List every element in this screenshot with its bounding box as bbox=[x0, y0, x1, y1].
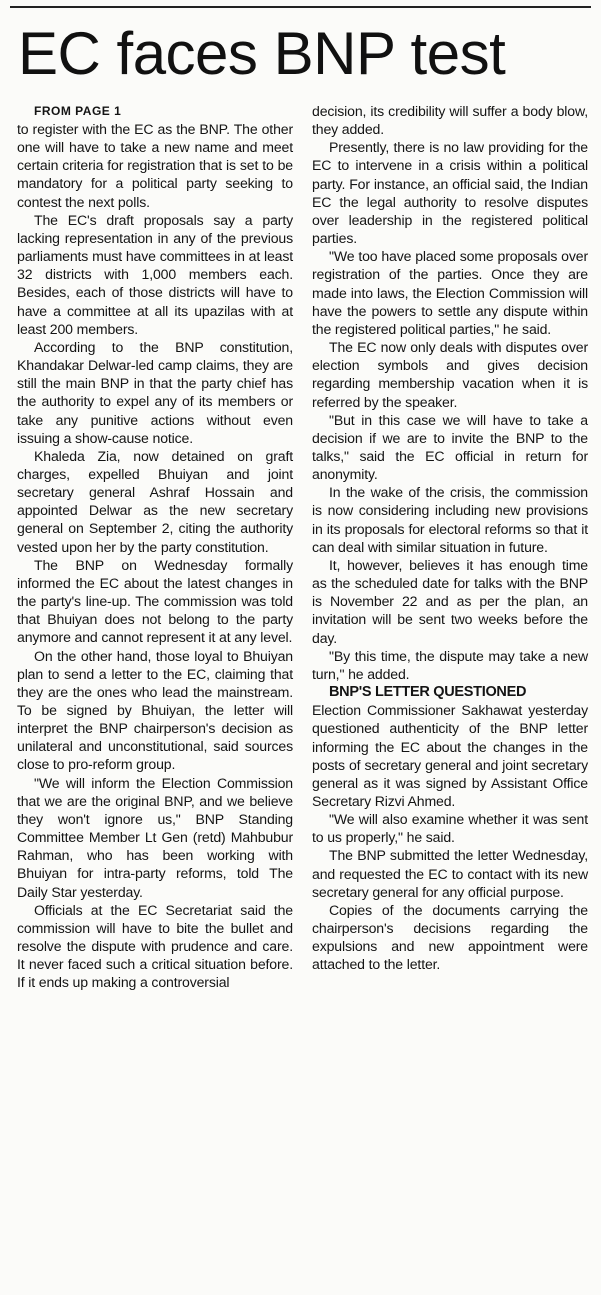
paragraph: Election Commissioner Sakhawat yesterday questioned authenticity of the BNP letter informing the EC about the changes in the posts of secretary general and joint secretary general as it was signed by Assistant Office Secretary Rizvi Ahmed. bbox=[312, 702, 588, 809]
paragraph: decision, its credibility will suffer a body blow, they added. bbox=[312, 103, 588, 138]
paragraph: The BNP on Wednesday formally informed the EC about the latest changes in the party's line-up. The commission was told that Bhuiyan does not belong to the party anymore and cannot represent it at any level. bbox=[17, 556, 293, 646]
right-column bbox=[312, 102, 588, 974]
paragraph: "We too have placed some proposals over registration of the parties. Once they are made into laws, the Election Commission will have the powers to settle any dispute within the registered political parties," he said. bbox=[312, 248, 588, 337]
paragraph: In the wake of the crisis, the commission is now considering including new provisions in its proposals for electoral reforms so that it can deal with similar situation in future. bbox=[312, 484, 588, 555]
top-rule bbox=[10, 6, 591, 8]
paragraph: On the other hand, those loyal to Bhuiyan plan to send a letter to the EC, claiming that they are the ones who lead the mainstream. To be signed by Bhuiyan, the letter will interpret the BNP chairperson's decision as unilateral and unconstitutional, said sources close to pro-reform group. bbox=[17, 647, 293, 773]
paragraph: to register with the EC as the BNP. The other one will have to take a new name and meet certain criteria for registration that is set to be mandatory for a political party seeking to contest the next polls. bbox=[17, 121, 293, 210]
paragraph: It, however, believes it has enough time as the scheduled date for talks with the BNP is November 22 and as per the plan, an invitation will be sent two weeks before the day. bbox=[312, 556, 588, 646]
paragraph: The BNP submitted the letter Wednesday, and requested the EC to contact with its new secretary general for any official purpose. bbox=[312, 847, 588, 900]
subhead: BNP'S LETTER QUESTIONED bbox=[329, 684, 527, 700]
paragraph: "We will also examine whether it was sent to us properly," he said. bbox=[312, 811, 588, 846]
headline: EC faces BNP test bbox=[18, 20, 506, 87]
paragraph: The EC's draft proposals say a party lacking representation in any of the previous parliaments must have committees in at least 32 districts with 1,000 members each. Besides, each of those districts will have to have a committee at all its upazilas with at least 200 members. bbox=[17, 211, 293, 337]
paragraph: Khaleda Zia, now detained on graft charges, expelled Bhuiyan and joint secretary general Ashraf Hossain and appointed Delwar as the new secretary general on September 2, citing the authority vested upon her by the party constitution. bbox=[17, 447, 293, 555]
left-column bbox=[17, 102, 293, 992]
paragraph: The EC now only deals with disputes over election symbols and gives decision regarding membership vacation when it is referred by the speaker. bbox=[312, 339, 588, 410]
jump-label: FROM PAGE 1 bbox=[34, 104, 122, 118]
paragraph: Officials at the EC Secretariat said the commission will have to bite the bullet and resolve the dispute with prudence and care. It never faced such a critical situation before. If it ends up making a controversial bbox=[17, 901, 293, 991]
paragraph: "But in this case we will have to take a decision if we are to invite the BNP to the talks," said the EC official in return for anonymity. bbox=[312, 411, 588, 483]
paragraph: Presently, there is no law providing for the EC to intervene in a crisis within a political party. For instance, an official said, the Indian EC the legal authority to resolve disputes over leadership in the registered political parties. bbox=[312, 139, 588, 247]
paragraph: "By this time, the dispute may take a new turn," he added. bbox=[312, 647, 588, 682]
paragraph: "We will inform the Election Commission that we are the original BNP, and we believe they won't ignore us," BNP Standing Committee Member Lt Gen (retd) Mahbubur Rahman, who has been working with Bhuiyan for intra-party reforms, told The Daily Star yesterday. bbox=[17, 774, 293, 900]
paragraph: According to the BNP constitution, Khandakar Delwar-led camp claims, they are still the main BNP in that the party chief has the authority to expel any of its members or take any punitive actions without even issuing a show-cause notice. bbox=[17, 338, 293, 446]
paragraph: Copies of the documents carrying the chairperson's decisions regarding the expulsions and new appointment were attached to the letter. bbox=[312, 901, 588, 973]
